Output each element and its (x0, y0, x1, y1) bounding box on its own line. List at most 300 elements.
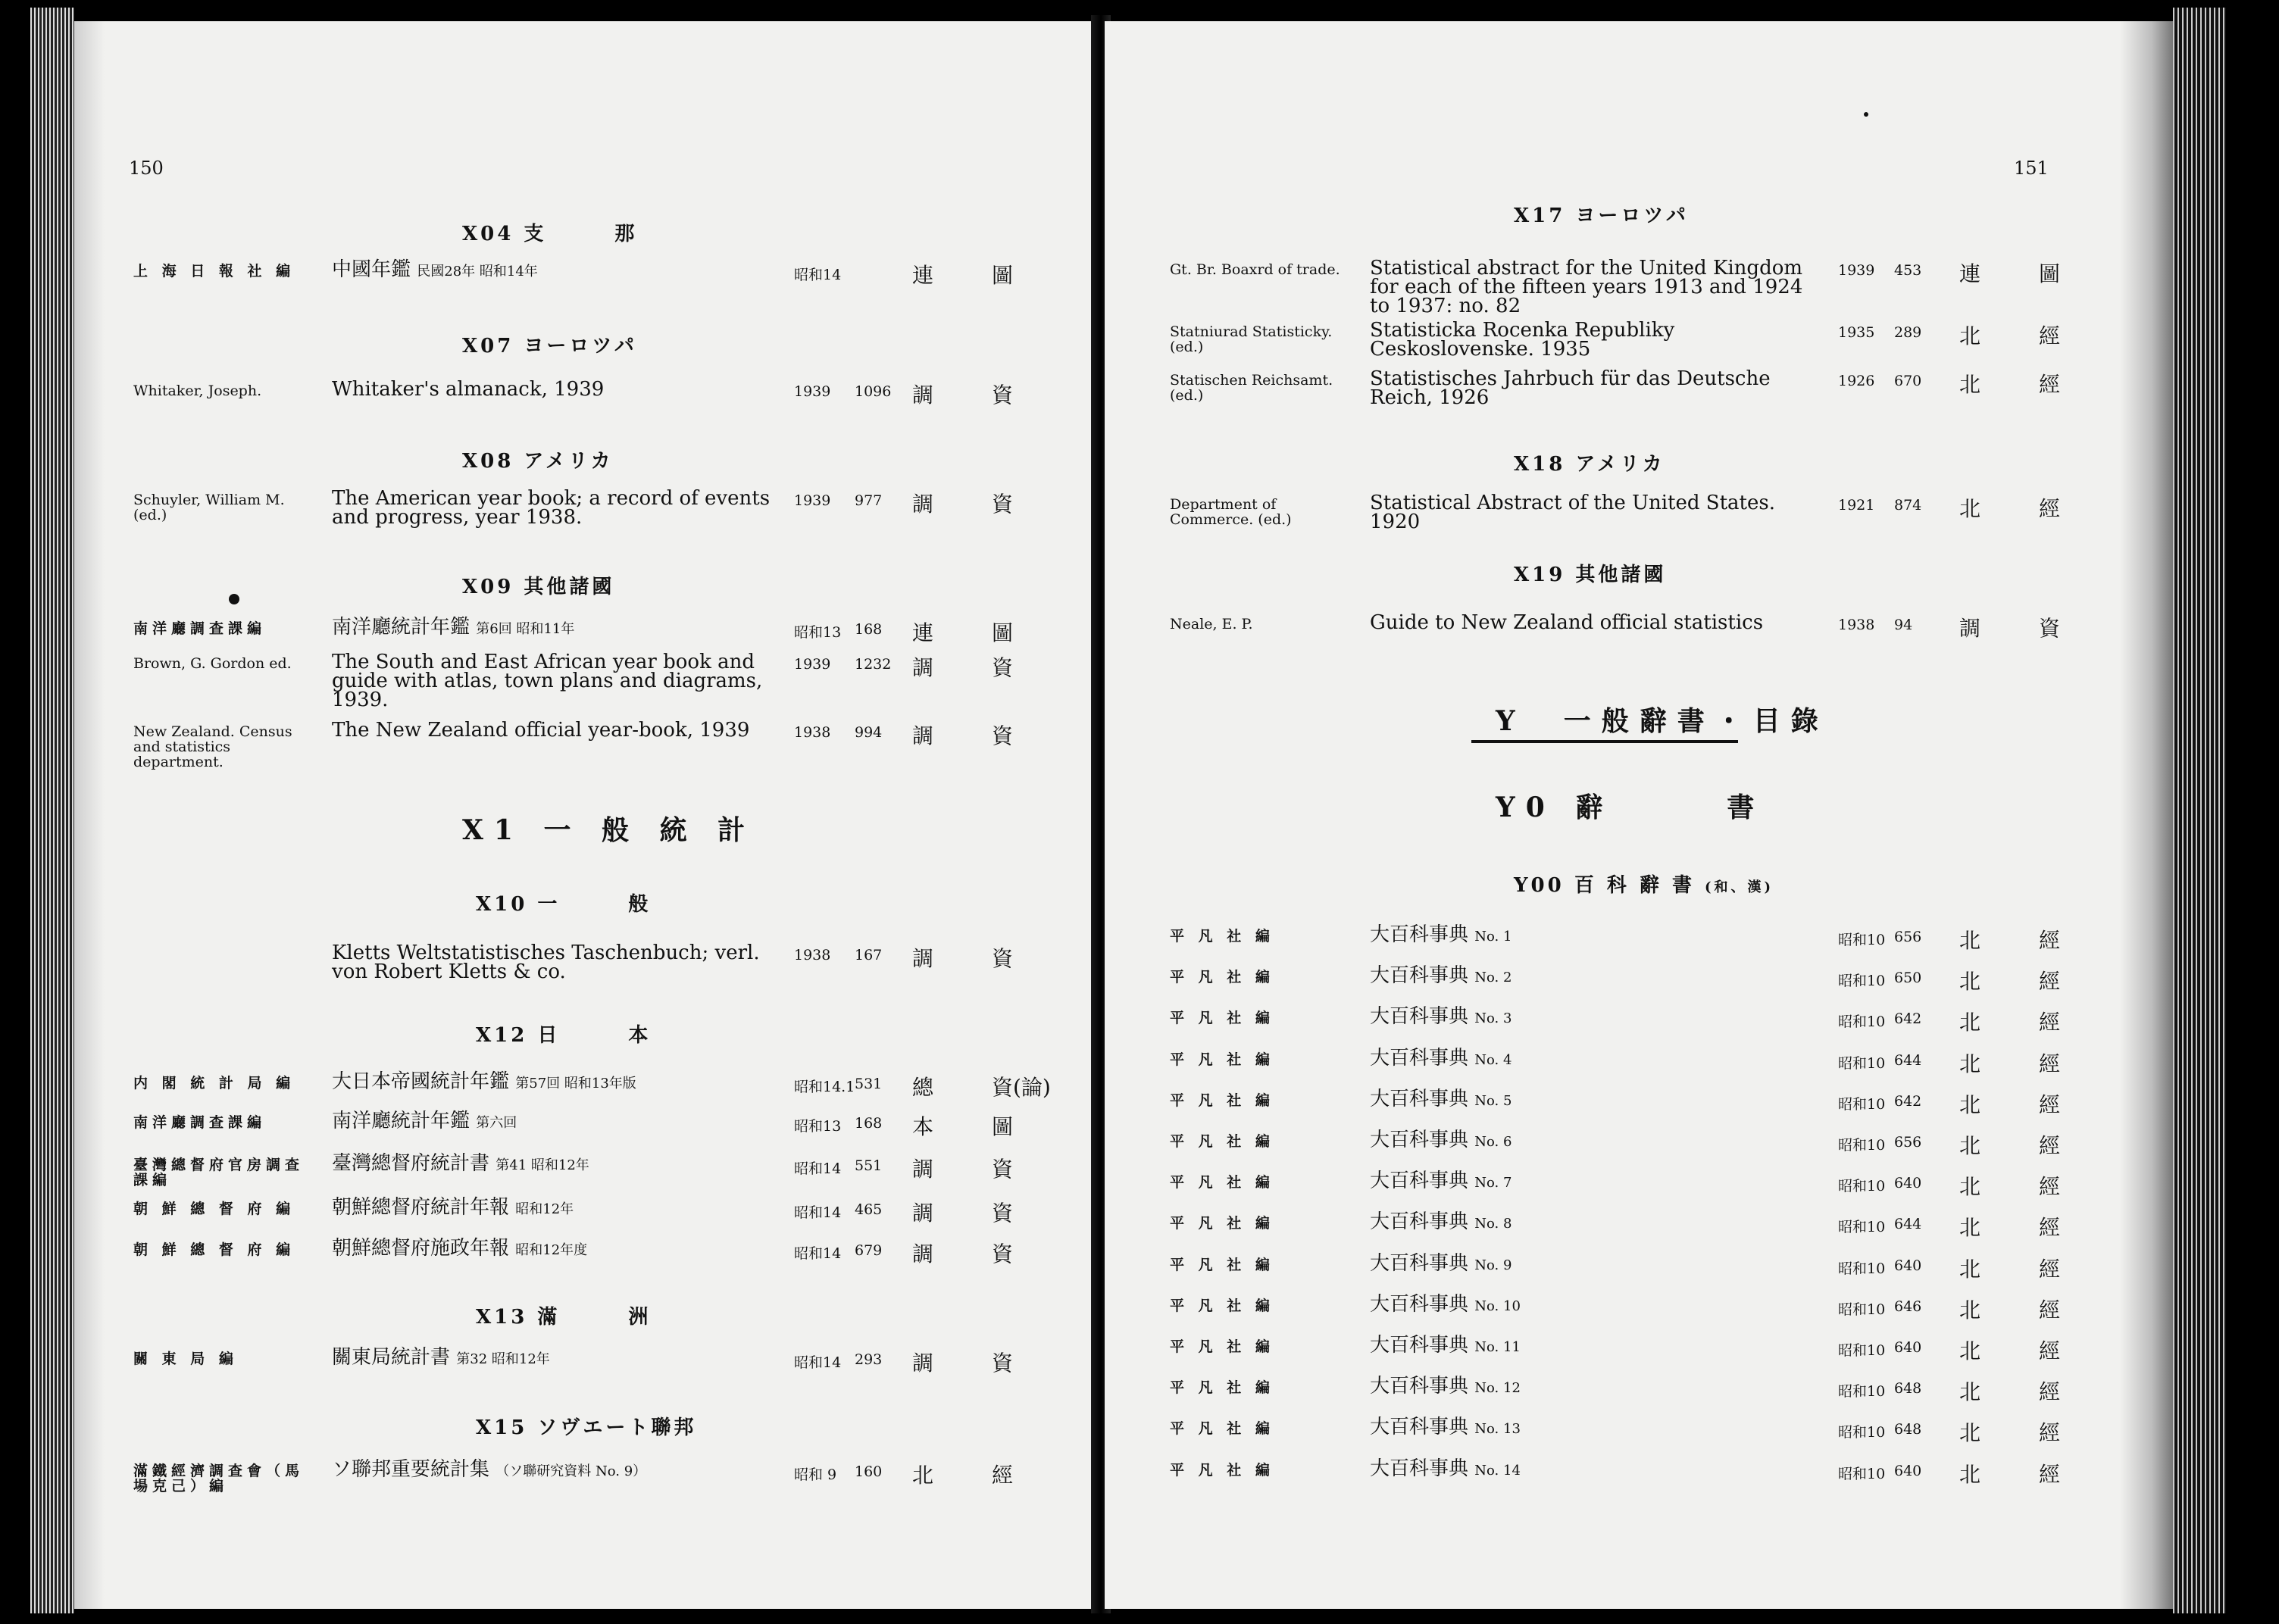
entry-location (1959, 965, 2118, 995)
entry-title (1370, 964, 1794, 988)
entry-location (1959, 368, 2118, 398)
entry-author: 朝 鮮 總 督 府 編 (133, 1201, 295, 1217)
section-heading (462, 571, 614, 599)
location-mark: 經 (2039, 1379, 2061, 1405)
right-page (1105, 21, 2173, 1609)
entry-year: 昭和10 (1838, 1137, 1886, 1154)
section-heading (476, 1412, 696, 1440)
section-heading (462, 218, 637, 246)
volume-number: No. 8 (1474, 1216, 1512, 1232)
entry-pages: 531 (855, 1076, 883, 1092)
entry-year: 昭和10 (1838, 1178, 1886, 1195)
entry-author: 平 凡 社 編 (1170, 1461, 1274, 1479)
encyclopedia-volume-row (1105, 1334, 2173, 1369)
entry-note: 第六回 (476, 1115, 517, 1131)
section-code: X08 (462, 450, 514, 473)
location-mark: 調 (912, 946, 934, 971)
location-mark: 經 (2039, 323, 2061, 348)
entry-pages: 648 (1894, 1421, 1922, 1438)
entry-title (332, 1348, 771, 1369)
section-code: X12 (476, 1024, 528, 1047)
catalog-entry (1105, 611, 2173, 647)
location-mark: 調 (1959, 616, 1981, 641)
encyclopedia-volume-row (1105, 1046, 2173, 1082)
location-mark: 調 (912, 723, 934, 748)
entry-note: 民國28年 昭和14年 (417, 264, 538, 280)
location-mark: 資(論) (992, 1075, 1051, 1100)
entry-title (1370, 1418, 1794, 1438)
location-mark: 北 (1959, 496, 1981, 521)
location-mark: 北 (912, 1463, 934, 1488)
entry-title-text: 大百科事典 (1370, 1251, 1469, 1275)
entry-year: 昭和10 (1838, 1219, 1886, 1236)
volume-number: No. 14 (1474, 1462, 1521, 1479)
left-page (74, 21, 1097, 1609)
entry-pages: 874 (1894, 497, 1922, 514)
entry-note: 第57回 昭和13年版 (515, 1076, 636, 1092)
location-mark: 北 (1959, 928, 1981, 953)
entry-location (1959, 1048, 2118, 1078)
catalog-entry (74, 1237, 1097, 1273)
section-heading (462, 330, 637, 358)
entry-pages: 1232 (855, 656, 892, 673)
location-mark: 北 (1959, 323, 1981, 348)
encyclopedia-volume-row (1105, 1457, 2173, 1493)
entry-title-text: Statistisches Jahrbuch für das Deutsche Reich, 1926 (1370, 367, 1771, 409)
section-code: X07 (462, 335, 514, 358)
location-mark: 調 (912, 1241, 934, 1266)
entry-title-text: The South and East African year book and guide with atlas, town plans and diagrams, 1939. (332, 651, 763, 711)
entry-title (332, 1070, 771, 1093)
section-title: 支 那 (524, 223, 638, 245)
chapter-underline (1471, 740, 1738, 743)
encyclopedia-volume-row (1105, 1292, 2173, 1329)
catalog-entry (74, 378, 1097, 414)
entry-title-text: Statistical Abstract of the United States. 1920 (1370, 492, 1775, 533)
entry-title (1370, 1007, 1794, 1028)
location-mark: 北 (1959, 1010, 1981, 1035)
entry-location (912, 1110, 1071, 1141)
catalog-entry (74, 487, 1097, 538)
catalog-entry (74, 1196, 1097, 1232)
left-page-stack-edge (30, 8, 74, 1613)
entry-title-text: ソ聯邦重要統計集 (332, 1458, 490, 1481)
encyclopedia-volume-row (1105, 1087, 2173, 1123)
catalog-entry (74, 651, 1097, 720)
section-title: ソヴエート聯邦 (537, 1416, 697, 1439)
entry-title-text: 大日本帝國統計年鑑 (332, 1070, 510, 1093)
entry-location (912, 1347, 1071, 1377)
entry-title-text: 大百科事典 (1370, 1334, 1469, 1357)
entry-location (1959, 1335, 2118, 1365)
entry-pages: 650 (1894, 970, 1922, 987)
entry-year: 昭和14.1 (794, 1079, 855, 1095)
entry-author: 内 閣 統 計 局 編 (133, 1075, 295, 1092)
entry-location (1959, 1253, 2118, 1283)
location-mark: 調 (912, 655, 934, 680)
entry-title (1370, 1292, 1794, 1316)
entry-year: 昭和10 (1838, 1260, 1886, 1277)
entry-title-text: 大百科事典 (1370, 923, 1469, 946)
right-page-stack-edge (2173, 8, 2226, 1613)
section-heading (476, 1020, 651, 1048)
entry-title (332, 489, 771, 527)
catalog-entry (1105, 319, 2173, 370)
encyclopedia-volume-row (1105, 1129, 2173, 1164)
entry-location (912, 1197, 1071, 1227)
section-heading (476, 889, 651, 917)
entry-location (912, 617, 1071, 647)
location-mark: 調 (912, 383, 934, 408)
entry-title-text: The New Zealand official year-book, 1939 (332, 719, 750, 742)
location-mark: 北 (1959, 1379, 1981, 1405)
entry-year: 1938 (794, 724, 831, 741)
section-heading: Y0 辭 書 (1496, 792, 1765, 823)
location-mark: 北 (1959, 1051, 1981, 1076)
encyclopedia-volume-row (1105, 1210, 2173, 1246)
catalog-entry (74, 942, 1097, 992)
entry-author: 南洋廳調查課編 (133, 620, 267, 637)
location-mark: 調 (912, 492, 934, 517)
location-mark: 連 (1959, 261, 1981, 286)
entry-pages: 656 (1894, 1134, 1922, 1151)
section-title: ヨーロツパ (1575, 205, 1689, 227)
encyclopedia-volume-row (1105, 1251, 2173, 1288)
catalog-entry (74, 719, 1097, 770)
entry-author: 平 凡 社 編 (1170, 1379, 1274, 1397)
entry-author: 平 凡 社 編 (1170, 1010, 1274, 1027)
catalog-entry (1105, 492, 2173, 533)
location-mark: 經 (2039, 1010, 2061, 1035)
catalog-entry (1105, 257, 2173, 326)
entry-title (1370, 1172, 1794, 1192)
entry-title (332, 1112, 771, 1132)
location-mark: 圖 (992, 1114, 1014, 1139)
location-mark: 經 (2039, 1297, 2061, 1323)
volume-number: No. 9 (1474, 1257, 1512, 1273)
encyclopedia-volume-row (1105, 1416, 2173, 1451)
entry-pages: 994 (855, 724, 883, 741)
entry-year: 昭和 9 (794, 1466, 837, 1483)
entry-year: 昭和10 (1838, 1013, 1886, 1031)
entry-pages: 977 (855, 492, 883, 509)
section-heading (462, 445, 614, 473)
location-mark: 調 (912, 1157, 934, 1182)
location-mark: 圖 (2039, 261, 2061, 286)
entry-title (332, 1154, 771, 1175)
location-mark: 資 (992, 1351, 1014, 1376)
location-mark: 資 (992, 723, 1014, 748)
entry-note: 第6回 昭和11年 (476, 621, 575, 637)
entry-title (332, 380, 771, 399)
entry-title-text: 大百科事典 (1370, 1005, 1469, 1029)
entry-author: Neale, E. P. (1170, 616, 1253, 632)
entry-year: 1939 (1838, 262, 1875, 279)
entry-year: 昭和13 (794, 624, 842, 641)
entry-pages: 640 (1894, 1339, 1922, 1356)
entry-author: 平 凡 社 編 (1170, 1051, 1274, 1068)
entry-title-text: Kletts Weltstatistisches Taschenbuch; verl. von Robert Kletts & co. (332, 942, 760, 983)
entry-pages: 679 (855, 1242, 883, 1259)
entry-pages: 640 (1894, 1175, 1922, 1192)
entry-location (912, 1153, 1071, 1183)
entry-year: 1939 (794, 383, 831, 400)
volume-number: No. 3 (1474, 1010, 1512, 1027)
location-mark: 北 (1959, 1338, 1981, 1363)
encyclopedia-volume-row (1105, 1375, 2173, 1410)
entry-pages: 640 (1894, 1257, 1922, 1274)
entry-pages: 670 (1894, 373, 1922, 389)
volume-number: No. 4 (1474, 1051, 1512, 1068)
location-mark: 經 (2039, 1133, 2061, 1158)
volume-number: No. 1 (1474, 929, 1512, 945)
entry-title-text: 南洋廳統計年鑑 (332, 616, 470, 639)
entry-location (1959, 320, 2118, 350)
section-title: 一 般 (537, 893, 652, 916)
location-mark: 經 (2039, 1215, 2061, 1241)
catalog-entry (74, 1110, 1097, 1145)
entry-author: 平 凡 社 編 (1170, 1133, 1274, 1150)
entry-location (912, 651, 1071, 682)
entry-location (1959, 1458, 2118, 1488)
volume-number: No. 7 (1474, 1175, 1512, 1191)
entry-location (1959, 1170, 2118, 1201)
entry-pages: 551 (855, 1157, 883, 1174)
entry-location (912, 259, 1071, 289)
entry-location (912, 1238, 1071, 1268)
section-code: X04 (462, 223, 514, 245)
entry-pages: 168 (855, 621, 883, 638)
section-heading: X1 一 般 統 計 (462, 814, 756, 846)
entry-title-text: 大百科事典 (1370, 1046, 1469, 1070)
entry-author: 朝 鮮 總 督 府 編 (133, 1241, 295, 1258)
section-code: X18 (1514, 453, 1566, 476)
entry-author: Department of Commerce. (ed.) (1170, 496, 1292, 528)
location-mark: 調 (912, 1351, 934, 1376)
entry-title-text: 大百科事典 (1370, 1375, 1469, 1398)
section-heading (1514, 448, 1665, 476)
entry-year: 昭和10 (1838, 1465, 1886, 1482)
entry-year: 昭和14 (794, 1245, 842, 1262)
entry-author: 平 凡 社 編 (1170, 1338, 1274, 1355)
entry-title-text: The American year book; a record of events and progress, year 1938. (332, 487, 771, 529)
location-mark: 經 (992, 1463, 1014, 1488)
entry-year: 1926 (1838, 373, 1875, 389)
entry-location (1959, 1088, 2118, 1119)
section-code: X17 (1514, 205, 1566, 227)
location-mark: 北 (1959, 1297, 1981, 1323)
entry-pages: 289 (1894, 324, 1922, 341)
entry-title-text: 朝鮮總督府統計年報 (332, 1196, 510, 1219)
entry-title (1370, 1251, 1794, 1275)
entry-year: 昭和13 (794, 1118, 842, 1135)
entry-location (1959, 1129, 2118, 1160)
entry-author: Statniurad Statisticky. (ed.) (1170, 323, 1333, 355)
section-code: X19 (1514, 564, 1566, 586)
entry-title-text: Statistical abstract for the United Kingdom for each of the fifteen years 1913 and 1924 to 1937: no. 82 (1370, 257, 1803, 317)
section-note: (和、漢) (1705, 879, 1774, 895)
entry-year: 昭和10 (1838, 1301, 1886, 1318)
entry-author: 平 凡 社 編 (1170, 1092, 1274, 1109)
section-heading (476, 1301, 651, 1329)
location-mark: 圖 (992, 620, 1014, 645)
catalog-entry (74, 1346, 1097, 1382)
print-speck (229, 594, 239, 604)
location-mark: 經 (2039, 1420, 2061, 1446)
entry-author: 滿鐵經濟調查會（馬場克己）編 (133, 1463, 305, 1494)
location-mark: 北 (1959, 1420, 1981, 1446)
entry-pages: 168 (855, 1115, 883, 1132)
entry-title (332, 618, 771, 639)
catalog-entry (74, 1152, 1097, 1188)
catalog-entry (74, 1458, 1097, 1494)
entry-title (1370, 1377, 1794, 1398)
catalog-entry (74, 616, 1097, 651)
entry-location (1959, 258, 2118, 288)
entry-author: Schuyler, William M. (ed.) (133, 492, 285, 523)
location-mark: 經 (2039, 969, 2061, 995)
page-number: 150 (129, 158, 164, 179)
entry-location (1959, 924, 2118, 954)
entry-location (912, 379, 1071, 409)
entry-title-text: 大百科事典 (1370, 964, 1469, 988)
entry-location (912, 720, 1071, 750)
entry-pages: 167 (855, 947, 883, 963)
entry-title-text: 大百科事典 (1370, 1170, 1469, 1193)
entry-author: Brown, G. Gordon ed. (133, 655, 292, 672)
entry-pages: 293 (855, 1351, 883, 1368)
entry-year: 1938 (1838, 617, 1875, 633)
entry-title (1370, 1087, 1794, 1110)
entry-pages: 642 (1894, 1010, 1922, 1028)
entry-author: 關 東 局 編 (133, 1351, 238, 1367)
location-mark: 經 (2039, 1338, 2061, 1363)
entry-location (1959, 1376, 2118, 1406)
section-title: 日 本 (537, 1024, 652, 1047)
section-code: Y00 (1514, 874, 1565, 897)
entry-year: 昭和10 (1838, 1054, 1886, 1072)
entry-author: Statischen Reichsamt. (ed.) (1170, 372, 1333, 404)
entry-title-text: 朝鮮總督府施政年報 (332, 1237, 510, 1260)
entry-author: 平 凡 社 編 (1170, 1215, 1274, 1232)
volume-number: No. 10 (1474, 1298, 1521, 1314)
entry-author: Gt. Br. Boaxrd of trade. (1170, 261, 1340, 278)
section-title: ヨーロツパ (524, 335, 637, 358)
entry-pages: 465 (855, 1201, 883, 1218)
entry-pages: 453 (1894, 262, 1922, 279)
entry-location (1959, 492, 2118, 523)
page-number: 151 (2014, 158, 2049, 179)
volume-number: No. 5 (1474, 1092, 1512, 1109)
section-code: X15 (476, 1416, 528, 1439)
entry-title (1370, 923, 1794, 946)
entry-title (1370, 611, 1815, 634)
section-title: 其他諸國 (524, 576, 615, 598)
entry-title (332, 258, 771, 281)
entry-title (332, 1198, 771, 1219)
location-mark: 經 (2039, 1092, 2061, 1117)
entry-location (1959, 1211, 2118, 1241)
location-mark: 資 (992, 492, 1014, 517)
entry-year: 昭和14 (794, 1354, 842, 1371)
section-title: 百 科 辭 書 (1574, 874, 1695, 897)
location-mark: 北 (1959, 969, 1981, 995)
entry-author: 平 凡 社 編 (1170, 1420, 1274, 1438)
location-mark: 經 (2039, 928, 2061, 953)
volume-number: No. 12 (1474, 1380, 1521, 1397)
entry-year: 昭和10 (1838, 1383, 1886, 1401)
entry-location (912, 1459, 1071, 1489)
entry-title (1370, 1457, 1794, 1480)
entry-year: 昭和10 (1838, 1095, 1886, 1113)
section-title: アメリカ (524, 450, 614, 473)
location-mark: 經 (2039, 1461, 2061, 1487)
entry-author: 平 凡 社 編 (1170, 1256, 1274, 1273)
entry-location (912, 1071, 1071, 1101)
entry-pages: 160 (855, 1463, 883, 1480)
location-mark: 資 (992, 655, 1014, 680)
entry-year: 昭和10 (1838, 932, 1886, 948)
entry-pages: 644 (1894, 1216, 1922, 1233)
location-mark: 經 (2039, 1174, 2061, 1200)
section-heading (1514, 200, 1689, 228)
entry-year: 1939 (794, 492, 831, 509)
location-mark: 北 (1959, 1174, 1981, 1200)
entry-title-text: Guide to New Zealand official statistics (1370, 611, 1764, 634)
entry-author: Whitaker, Joseph. (133, 383, 262, 399)
catalog-entry (1105, 367, 2173, 418)
entry-title (1370, 1131, 1794, 1151)
volume-number: No. 13 (1474, 1421, 1521, 1438)
entry-title (1370, 1336, 1794, 1357)
section-code: X13 (476, 1306, 528, 1329)
entry-author: 平 凡 社 編 (1170, 969, 1274, 986)
location-mark: 經 (2039, 496, 2061, 521)
entry-title-text: 大百科事典 (1370, 1210, 1469, 1234)
section-heading: Y 一般辭書・目錄 (1496, 705, 1829, 737)
entry-location (912, 488, 1071, 518)
location-mark: 北 (1959, 1215, 1981, 1241)
entry-author: 平 凡 社 編 (1170, 1174, 1274, 1191)
location-mark: 本 (912, 1114, 934, 1139)
entry-title (332, 1239, 771, 1260)
location-mark: 北 (1959, 1461, 1981, 1487)
entry-year: 昭和14 (794, 1204, 842, 1221)
entry-title (1370, 259, 1815, 316)
section-code: X09 (462, 576, 514, 598)
entry-year: 1939 (794, 656, 831, 673)
location-mark: 資 (992, 1201, 1014, 1226)
location-mark: 資 (992, 1241, 1014, 1266)
location-mark: 北 (1959, 372, 1981, 397)
entry-title (1370, 321, 1815, 359)
section-title: 滿 洲 (537, 1306, 652, 1329)
location-mark: 調 (912, 1201, 934, 1226)
location-mark: 圖 (992, 263, 1014, 288)
entry-year: 1921 (1838, 497, 1875, 514)
entry-title (1370, 367, 1815, 409)
entry-title-text: 中國年鑑 (332, 258, 411, 281)
entry-author: 平 凡 社 編 (1170, 1297, 1274, 1314)
print-speck (1864, 112, 1868, 117)
location-mark: 連 (912, 263, 934, 288)
entry-title-text: 關東局統計書 (332, 1346, 451, 1369)
section-code: X10 (476, 893, 528, 916)
entry-year: 昭和14 (794, 1160, 842, 1177)
entry-location (1959, 1416, 2118, 1447)
entry-year: 1935 (1838, 324, 1875, 341)
entry-title (1370, 1210, 1794, 1234)
